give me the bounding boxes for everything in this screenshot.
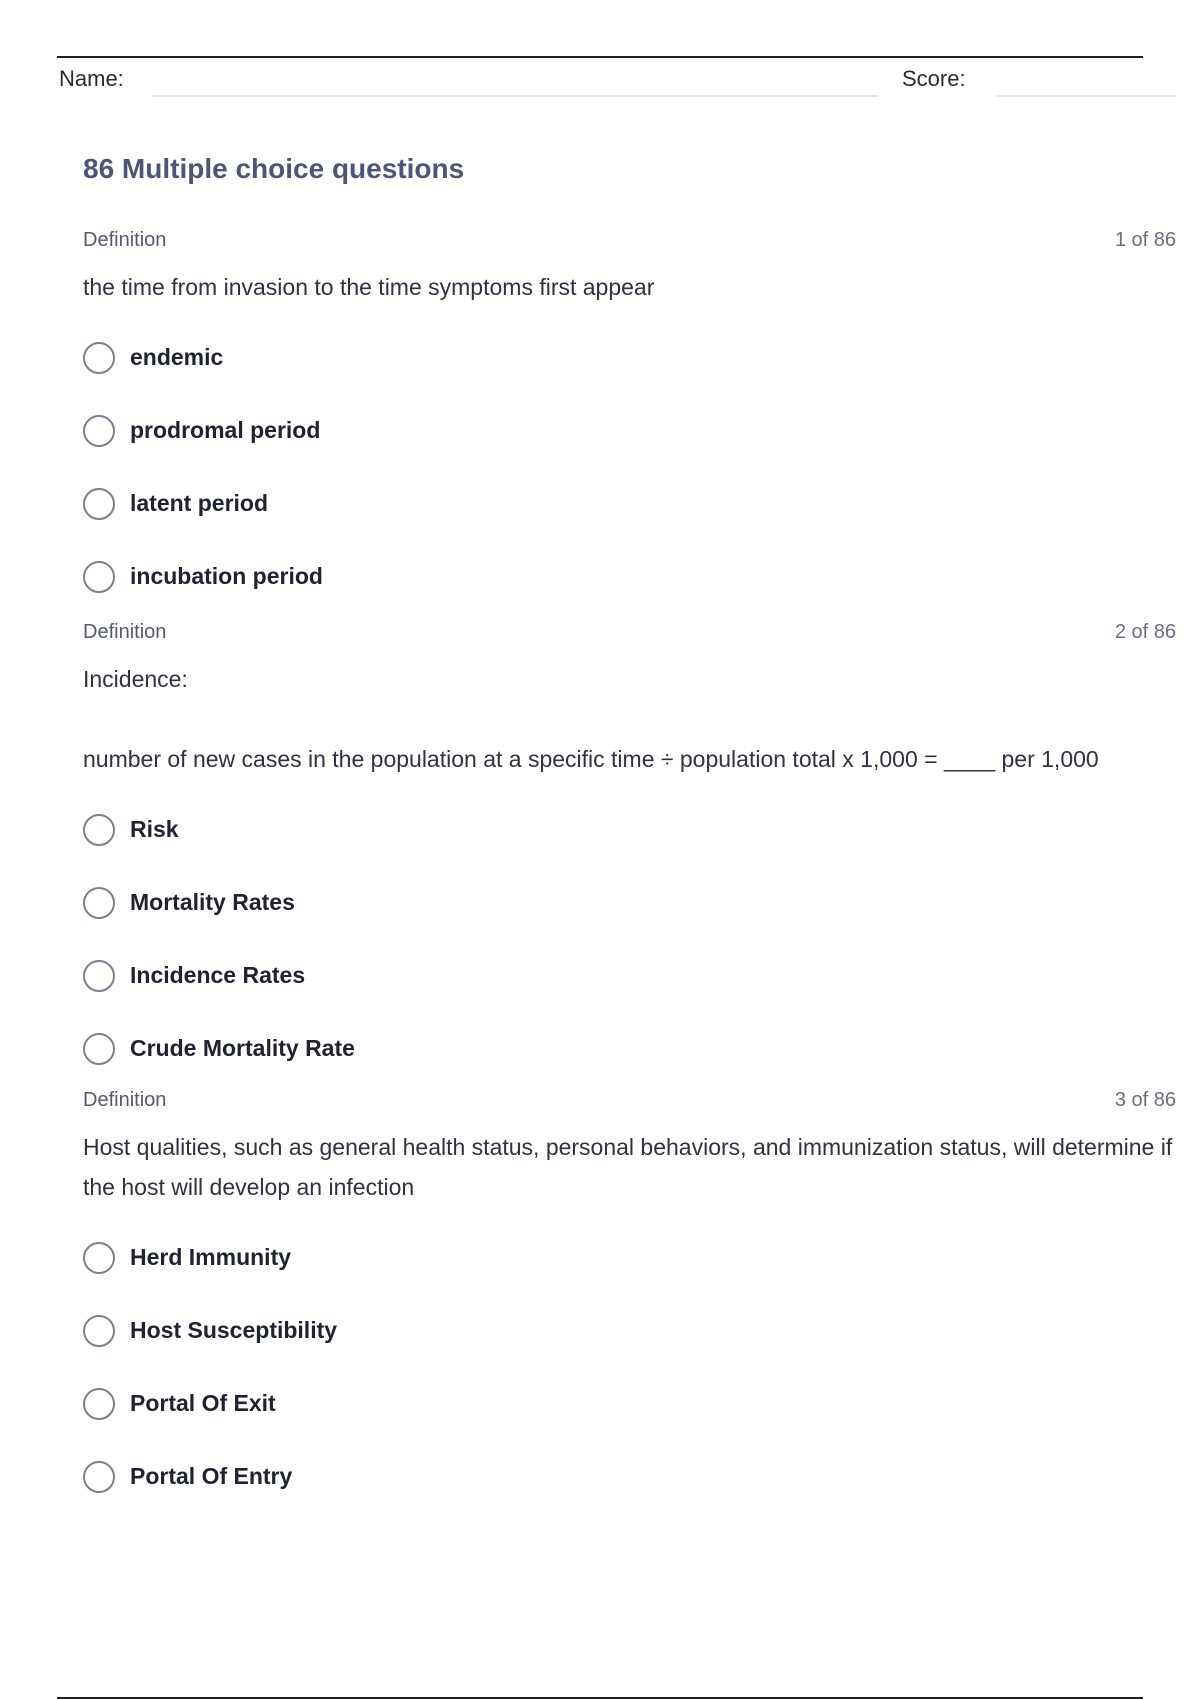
answer-option[interactable] xyxy=(83,467,1176,540)
radio-button[interactable] xyxy=(83,561,115,593)
option-label: Mortality Rates xyxy=(130,889,295,915)
radio-button[interactable] xyxy=(83,415,115,447)
answer-option[interactable] xyxy=(83,939,1176,1012)
answer-option[interactable] xyxy=(83,1012,1176,1085)
radio-button[interactable] xyxy=(83,1033,115,1065)
answer-options xyxy=(83,793,1176,1085)
question-3 xyxy=(83,1089,1179,1513)
radio-button[interactable] xyxy=(83,1461,115,1493)
score-label: Score: xyxy=(902,66,966,91)
question-counter: 2 of 86 xyxy=(1114,621,1176,643)
question-counter: 3 of 86 xyxy=(1114,1089,1176,1111)
name-field[interactable] xyxy=(153,95,878,97)
answer-option[interactable] xyxy=(83,793,1176,866)
bottom-divider xyxy=(57,1697,1143,1699)
question-prompt: Host qualities, such as general health status, personal behaviors, and immunization status, will determine if the host will develop an infection xyxy=(83,1134,1179,1200)
answer-option[interactable] xyxy=(83,321,1176,394)
radio-button[interactable] xyxy=(83,1242,115,1274)
question-type: Definition xyxy=(83,621,167,643)
option-label: Portal Of Entry xyxy=(130,1463,293,1489)
option-label: Herd Immunity xyxy=(130,1244,292,1270)
option-label: prodromal period xyxy=(130,417,321,443)
quiz-title: 86 Multiple choice questions xyxy=(83,153,465,184)
answer-option[interactable] xyxy=(83,1367,1176,1440)
radio-button[interactable] xyxy=(83,488,115,520)
answer-option[interactable] xyxy=(83,1440,1176,1513)
option-label: endemic xyxy=(130,344,224,370)
radio-button[interactable] xyxy=(83,1388,115,1420)
option-label: incubation period xyxy=(130,563,323,589)
option-label: Incidence Rates xyxy=(130,962,306,988)
answer-option[interactable] xyxy=(83,540,1176,613)
option-label: latent period xyxy=(130,490,269,516)
option-label: Crude Mortality Rate xyxy=(130,1035,355,1061)
question-prompt: the time from invasion to the time symptoms first appear xyxy=(83,274,655,300)
question-counter: 1 of 86 xyxy=(1114,229,1176,251)
answer-option[interactable] xyxy=(83,866,1176,939)
question-2 xyxy=(83,621,1176,1085)
answer-option[interactable] xyxy=(83,1294,1176,1367)
radio-button[interactable] xyxy=(83,887,115,919)
question-header xyxy=(83,621,1176,647)
option-label: Risk xyxy=(130,816,179,842)
question-type: Definition xyxy=(83,1089,167,1111)
question-1 xyxy=(83,229,1176,613)
question-header xyxy=(83,229,1176,255)
answer-options xyxy=(83,1221,1176,1513)
score-field[interactable] xyxy=(996,95,1176,97)
answer-option[interactable] xyxy=(83,394,1176,467)
option-label: Portal Of Exit xyxy=(130,1390,276,1416)
radio-button[interactable] xyxy=(83,1315,115,1347)
answer-option[interactable] xyxy=(83,1221,1176,1294)
question-header xyxy=(83,1089,1176,1115)
radio-button[interactable] xyxy=(83,342,115,374)
option-label: Host Susceptibility xyxy=(130,1317,338,1343)
radio-button[interactable] xyxy=(83,814,115,846)
question-type: Definition xyxy=(83,229,167,251)
top-divider xyxy=(57,56,1143,58)
answer-options xyxy=(83,321,1176,613)
question-prompt: Incidence: number of new cases in the population at a specific time ÷ population total x 1,000 = ____ per 1,000 xyxy=(83,666,1099,772)
name-label: Name: xyxy=(59,66,124,91)
radio-button[interactable] xyxy=(83,960,115,992)
